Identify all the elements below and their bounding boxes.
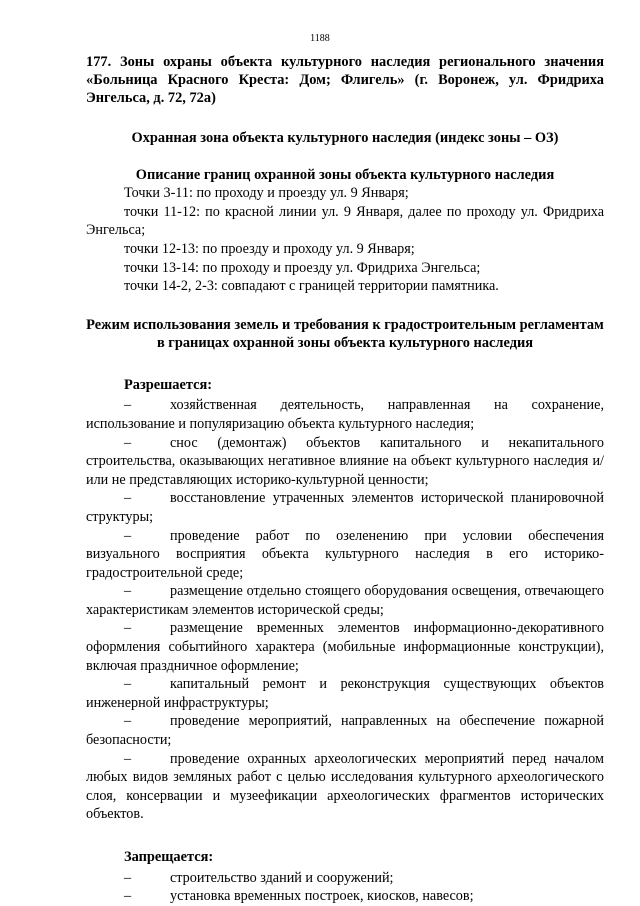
allowed-heading: Разрешается: <box>124 376 213 393</box>
allowed-item <box>86 712 604 749</box>
zone-heading: Охранная зона объекта культурного наследия (индекс зоны – ОЗ) <box>131 130 559 146</box>
allowed-item <box>86 527 604 583</box>
allowed-item <box>86 619 604 675</box>
forbidden-item <box>86 869 604 888</box>
boundary-item: точки 14-2, 2-3: совпадают с границей территории памятника. <box>124 278 499 295</box>
forbidden-item-text: строительство зданий и сооружений; <box>170 869 394 886</box>
page-number: 1188 <box>310 33 330 44</box>
allowed-item <box>86 750 604 824</box>
forbidden-list <box>86 869 604 906</box>
boundary-item: Точки 3-11: по проходу и проезду ул. 9 Января; <box>124 185 409 202</box>
dash-marker: – <box>124 888 132 905</box>
boundaries-heading: Описание границ охранной зоны объекта культурного наследия <box>135 166 555 183</box>
forbidden-heading: Запрещается: <box>124 849 214 865</box>
allowed-item <box>86 396 604 433</box>
allowed-item-text: капитальный ремонт и реконструкция существующих объектов инженерной инфраструктуры; <box>86 676 604 711</box>
boundary-item: точки 11-12: по красной линии ул. 9 Января, далее по проходу ул. Фридриха Энгельса; <box>86 203 604 239</box>
dash-marker: – <box>124 620 132 637</box>
document-title: 177. Зоны охраны объекта культурного наследия регионального значения «Больница Красного Креста: Дом; Флигель» (г. Воронеж, ул. Фридриха Энгельса, д. 72, 72а) <box>86 54 604 106</box>
boundaries-list <box>86 184 604 296</box>
allowed-item-text: проведение работ по озеленению при условии обеспечения визуального восприятия объекта культурного наследия в его историко-градостроительной среде; <box>86 527 604 581</box>
dash-marker: – <box>124 527 132 544</box>
forbidden-item <box>86 887 604 906</box>
dash-marker: – <box>124 434 132 451</box>
allowed-item-text: размещение отдельно стоящего оборудования освещения, отвечающего характеристикам элементов исторической среды; <box>86 583 604 618</box>
allowed-list <box>86 396 604 824</box>
dash-marker: – <box>124 583 132 600</box>
dash-marker: – <box>124 490 132 507</box>
dash-marker: – <box>124 676 132 693</box>
dash-marker: – <box>124 713 132 730</box>
document-content <box>86 53 604 906</box>
allowed-item-text: восстановление утраченных элементов исторической планировочной структуры; <box>86 490 604 525</box>
allowed-item <box>86 582 604 619</box>
regime-heading: Режим использования земель и требования к градостроительным регламентам в границах охранной зоны объекта культурного наследия <box>86 316 604 351</box>
dash-marker: – <box>124 869 132 886</box>
allowed-item-text: проведение мероприятий, направленных на обеспечение пожарной безопасности; <box>86 713 604 749</box>
allowed-item-text: проведение охранных археологических мероприятий перед началом любых видов земляных работ с целью исследования культурного археологического слоя, консервации и музеефикации археологических фрагментов исторических объектов. <box>86 750 604 823</box>
forbidden-item-text: установка временных построек, киосков, навесов; <box>170 888 474 905</box>
allowed-item-text: хозяйственная деятельность, направленная на сохранение, использование и популяризацию объекта культурного наследия; <box>86 397 604 432</box>
dash-marker: – <box>124 397 132 414</box>
allowed-item <box>86 434 604 490</box>
allowed-item-text: размещение временных элементов информационно-декоративного оформления событийного характера (мобильные информационные конструкции), включая праздничное оформление; <box>86 620 604 674</box>
allowed-item <box>86 489 604 526</box>
boundary-item: точки 13-14: по проходу и проезду ул. Фридриха Энгельса; <box>124 259 481 276</box>
allowed-item <box>86 675 604 712</box>
boundary-item: точки 12-13: по проезду и проходу ул. 9 Января; <box>124 240 415 257</box>
dash-marker: – <box>124 750 132 767</box>
allowed-item-text: снос (демонтаж) объектов капитального и некапитального строительства, оказывающих негативное влияние на объект культурного наследия и/или не представляющих историко-культурной ценности; <box>86 434 604 488</box>
